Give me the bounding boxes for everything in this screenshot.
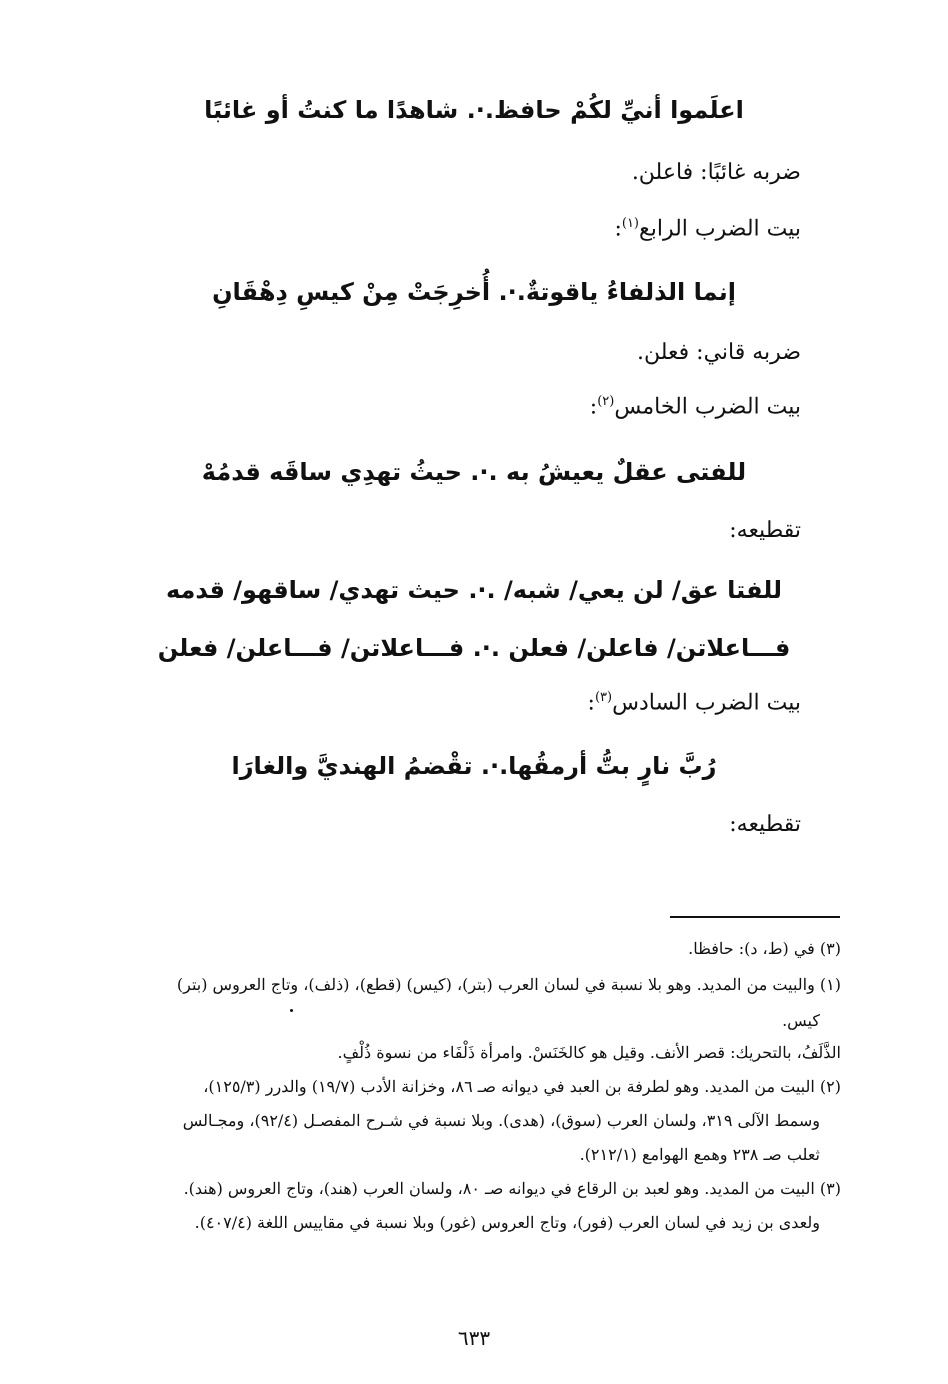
- scansion-line-2: فـــاعلاتن/ فاعلن/ فعلن .·. فـــاعلاتن/ فـــاعلن/ فعلن: [157, 634, 791, 662]
- heading-label: بيت الضرب الخامس: [614, 394, 801, 420]
- verse-line-4: رُبَّ نارٍ بتُّ أرمقُها.·. تقْضمُ الهنديَّ والغارَا: [231, 752, 717, 780]
- footnote-line: (٢) البيت من المديد. وهو لطرفة بن العبد في ديوانه صـ ٨٦، وخزانة الأدب (١٩/٧) والدرر (١٢٥/٣)،: [203, 1077, 841, 1096]
- page-number: ٦٣٣: [457, 1326, 491, 1350]
- footnote-line: كيس.: [782, 1011, 820, 1030]
- footnote-ref: (٢): [597, 394, 615, 409]
- footnote-line: (٣) في (ط، د): حافظا.: [688, 939, 841, 958]
- heading-label: بيت الضرب السادس: [612, 690, 801, 716]
- heading-bayt-khamis: بيت الضرب الخامس$^{(٢)}$:: [589, 394, 801, 420]
- footnote-separator: [670, 916, 840, 918]
- footnote-ref: (٣): [594, 690, 613, 705]
- verse-line-2: إنما الذلفاءُ ياقوتةٌ.·. أُخرِجَتْ مِنْ كيسِ دِهْقَانِ: [212, 278, 736, 306]
- footnote-line: وسمط الآلى ٣١٩، ولسان العرب (سوق)، (هدى). وبلا نسبة في شـرح المفصـل (٩٢/٤)، ومجـالس: [182, 1111, 820, 1130]
- label-taqti-1: تقطيعه:: [729, 518, 801, 543]
- verse-line-3: للفتى عقلٌ يعيشُ به .·. حيثُ تهدِي ساقَه قدمُهْ: [201, 458, 747, 486]
- footnote-line: الذَّلَفُ، بالتحريك: قصر الأنف. وقيل هو كالخَنَسْ. وامرأة ذَلْفَاء من نسوة ذُلْفٍ.: [337, 1043, 841, 1062]
- footnote-line: (١) والبيت من المديد. وهو بلا نسبة في لسان العرب (بتر)، (كيس) (قطع)، (ذلف)، وتاج العروس (بتر): [176, 975, 841, 994]
- footnote-line: ثعلب صـ ٢٣٨ وهمع الهوامع (٢١٢/١).: [579, 1145, 820, 1164]
- label-taqti-2: تقطيعه:: [729, 812, 801, 837]
- footnote-ref: (١): [621, 216, 639, 231]
- heading-label: بيت الضرب الرابع: [639, 216, 801, 242]
- footnote-line: (٣) البيت من المديد. وهو لعبد بن الرقاع في ديوانه صـ ٨٠، ولسان العرب (هند)، وتاج العروس (هند).: [183, 1179, 841, 1198]
- verse-line-1: اعلَموا أنيِّ لكُمْ حافظ.·. شاهدًا ما كنتُ أو غائبًا: [204, 96, 744, 124]
- stray-mark: [290, 1009, 293, 1012]
- scansion-line-1: للفتا عق/ لن يعي/ شبه/ .·. حيث تهدي/ ساقهو/ قدمه: [165, 576, 783, 604]
- heading-bayt-rabi: بيت الضرب الرابع$^{(١)}$:: [614, 216, 801, 242]
- heading-bayt-sadis: بيت الضرب السادس$^{(٣)}$:: [587, 690, 801, 716]
- prose-darb-qani: ضربه قاني: فعلن.: [637, 340, 801, 365]
- prose-darb-ghaiban: ضربه غائبًا: فاعلن.: [631, 160, 801, 185]
- footnote-line: ولعدى بن زيد في لسان العرب (فور)، وتاج العروس (غور) وبلا نسبة في مقاييس اللغة (٤٠٧/٤).: [194, 1213, 820, 1232]
